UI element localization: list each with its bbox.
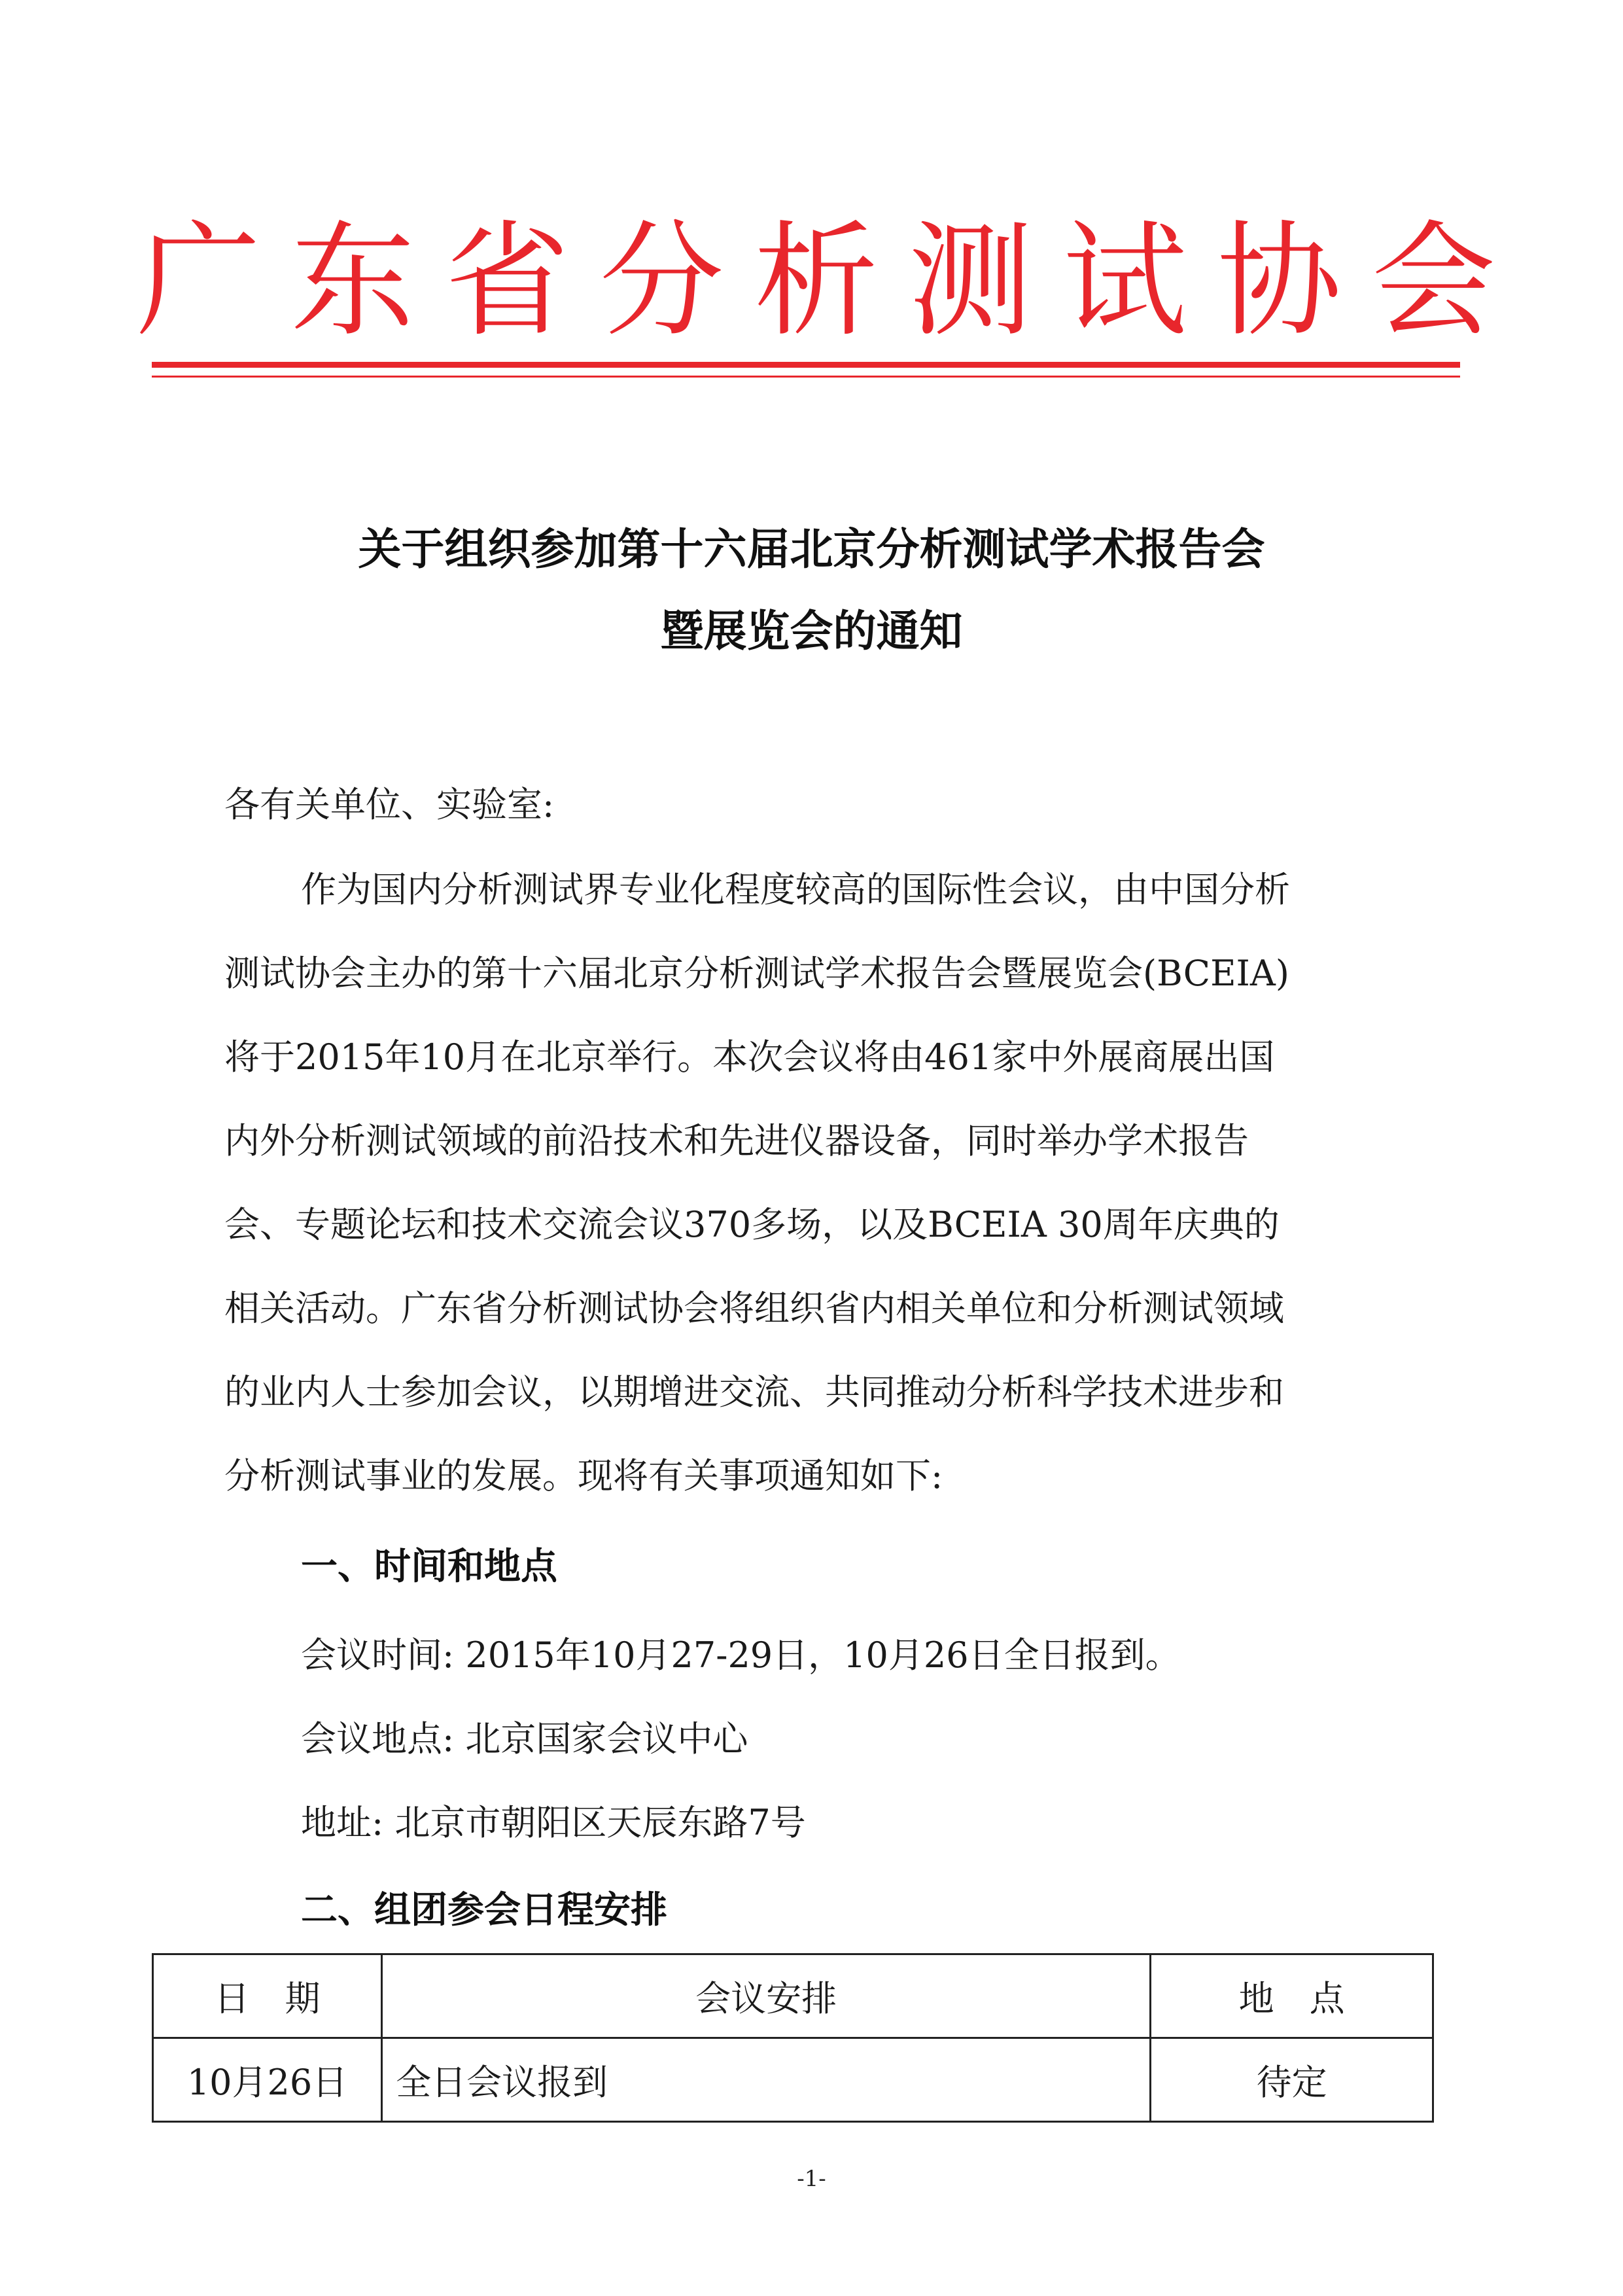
paragraph-line-1: 作为国内分析测试界专业化程度较高的国际性会议，由中国分析 <box>301 869 1290 910</box>
paragraph-line-6: 相关活动。广东省分析测试协会将组织省内相关单位和分析测试领域 <box>224 1288 1284 1329</box>
letterhead-rule-thin <box>152 376 1460 378</box>
paragraph-line-4: 内外分析测试领域的前沿技术和先进仪器设备，同时举办学术报告 <box>224 1120 1249 1161</box>
paragraph-line-7: 的业内人士参加会议，以期增进交流、共同推动分析科学技术进步和 <box>224 1371 1284 1413</box>
paragraph-line-8: 分析测试事业的发展。现将有关事项通知如下: <box>224 1455 943 1496</box>
meeting-address: 地址: 北京市朝阳区天辰东路7号 <box>301 1802 806 1843</box>
table-cell-agenda: 全日会议报到 <box>382 2038 1151 2122</box>
meeting-venue: 会议地点: 北京国家会议中心 <box>301 1718 748 1759</box>
salutation: 各有关单位、实验室: <box>224 784 555 825</box>
schedule-table <box>152 1953 1434 2123</box>
page-number: -1- <box>797 2166 826 2192</box>
table-header-agenda: 会议安排 <box>382 1954 1151 2038</box>
letterhead-rule-thick <box>152 362 1460 368</box>
notice-title-line2: 暨展览会的通知 <box>660 606 963 656</box>
notice-title-line1: 关于组织参加第十六届北京分析测试学术报告会 <box>358 524 1265 574</box>
paragraph-line-3: 将于2015年10月在北京举行。本次会议将由461家中外展商展出国 <box>224 1036 1275 1078</box>
table-cell-date: 10月26日 <box>153 2038 382 2122</box>
table-header-row <box>153 1954 1433 2038</box>
table-cell-place: 待定 <box>1151 2038 1433 2122</box>
paragraph-line-5: 会、专题论坛和技术交流会议370多场，以及BCEIA 30周年庆典的 <box>224 1204 1280 1245</box>
meeting-time: 会议时间: 2015年10月27-29日，10月26日全日报到。 <box>301 1634 1181 1676</box>
table-row <box>153 2038 1433 2122</box>
section-heading-time-place: 一、时间和地点 <box>301 1545 557 1588</box>
section-heading-schedule: 二、组团参会日程安排 <box>301 1889 667 1932</box>
table-header-date: 日 期 <box>153 1954 382 2038</box>
letterhead-title: 广东省分析测试协会 <box>136 209 1526 353</box>
table-header-place: 地 点 <box>1151 1954 1433 2038</box>
paragraph-line-2: 测试协会主办的第十六届北京分析测试学术报告会暨展览会(BCEIA) <box>224 953 1289 994</box>
